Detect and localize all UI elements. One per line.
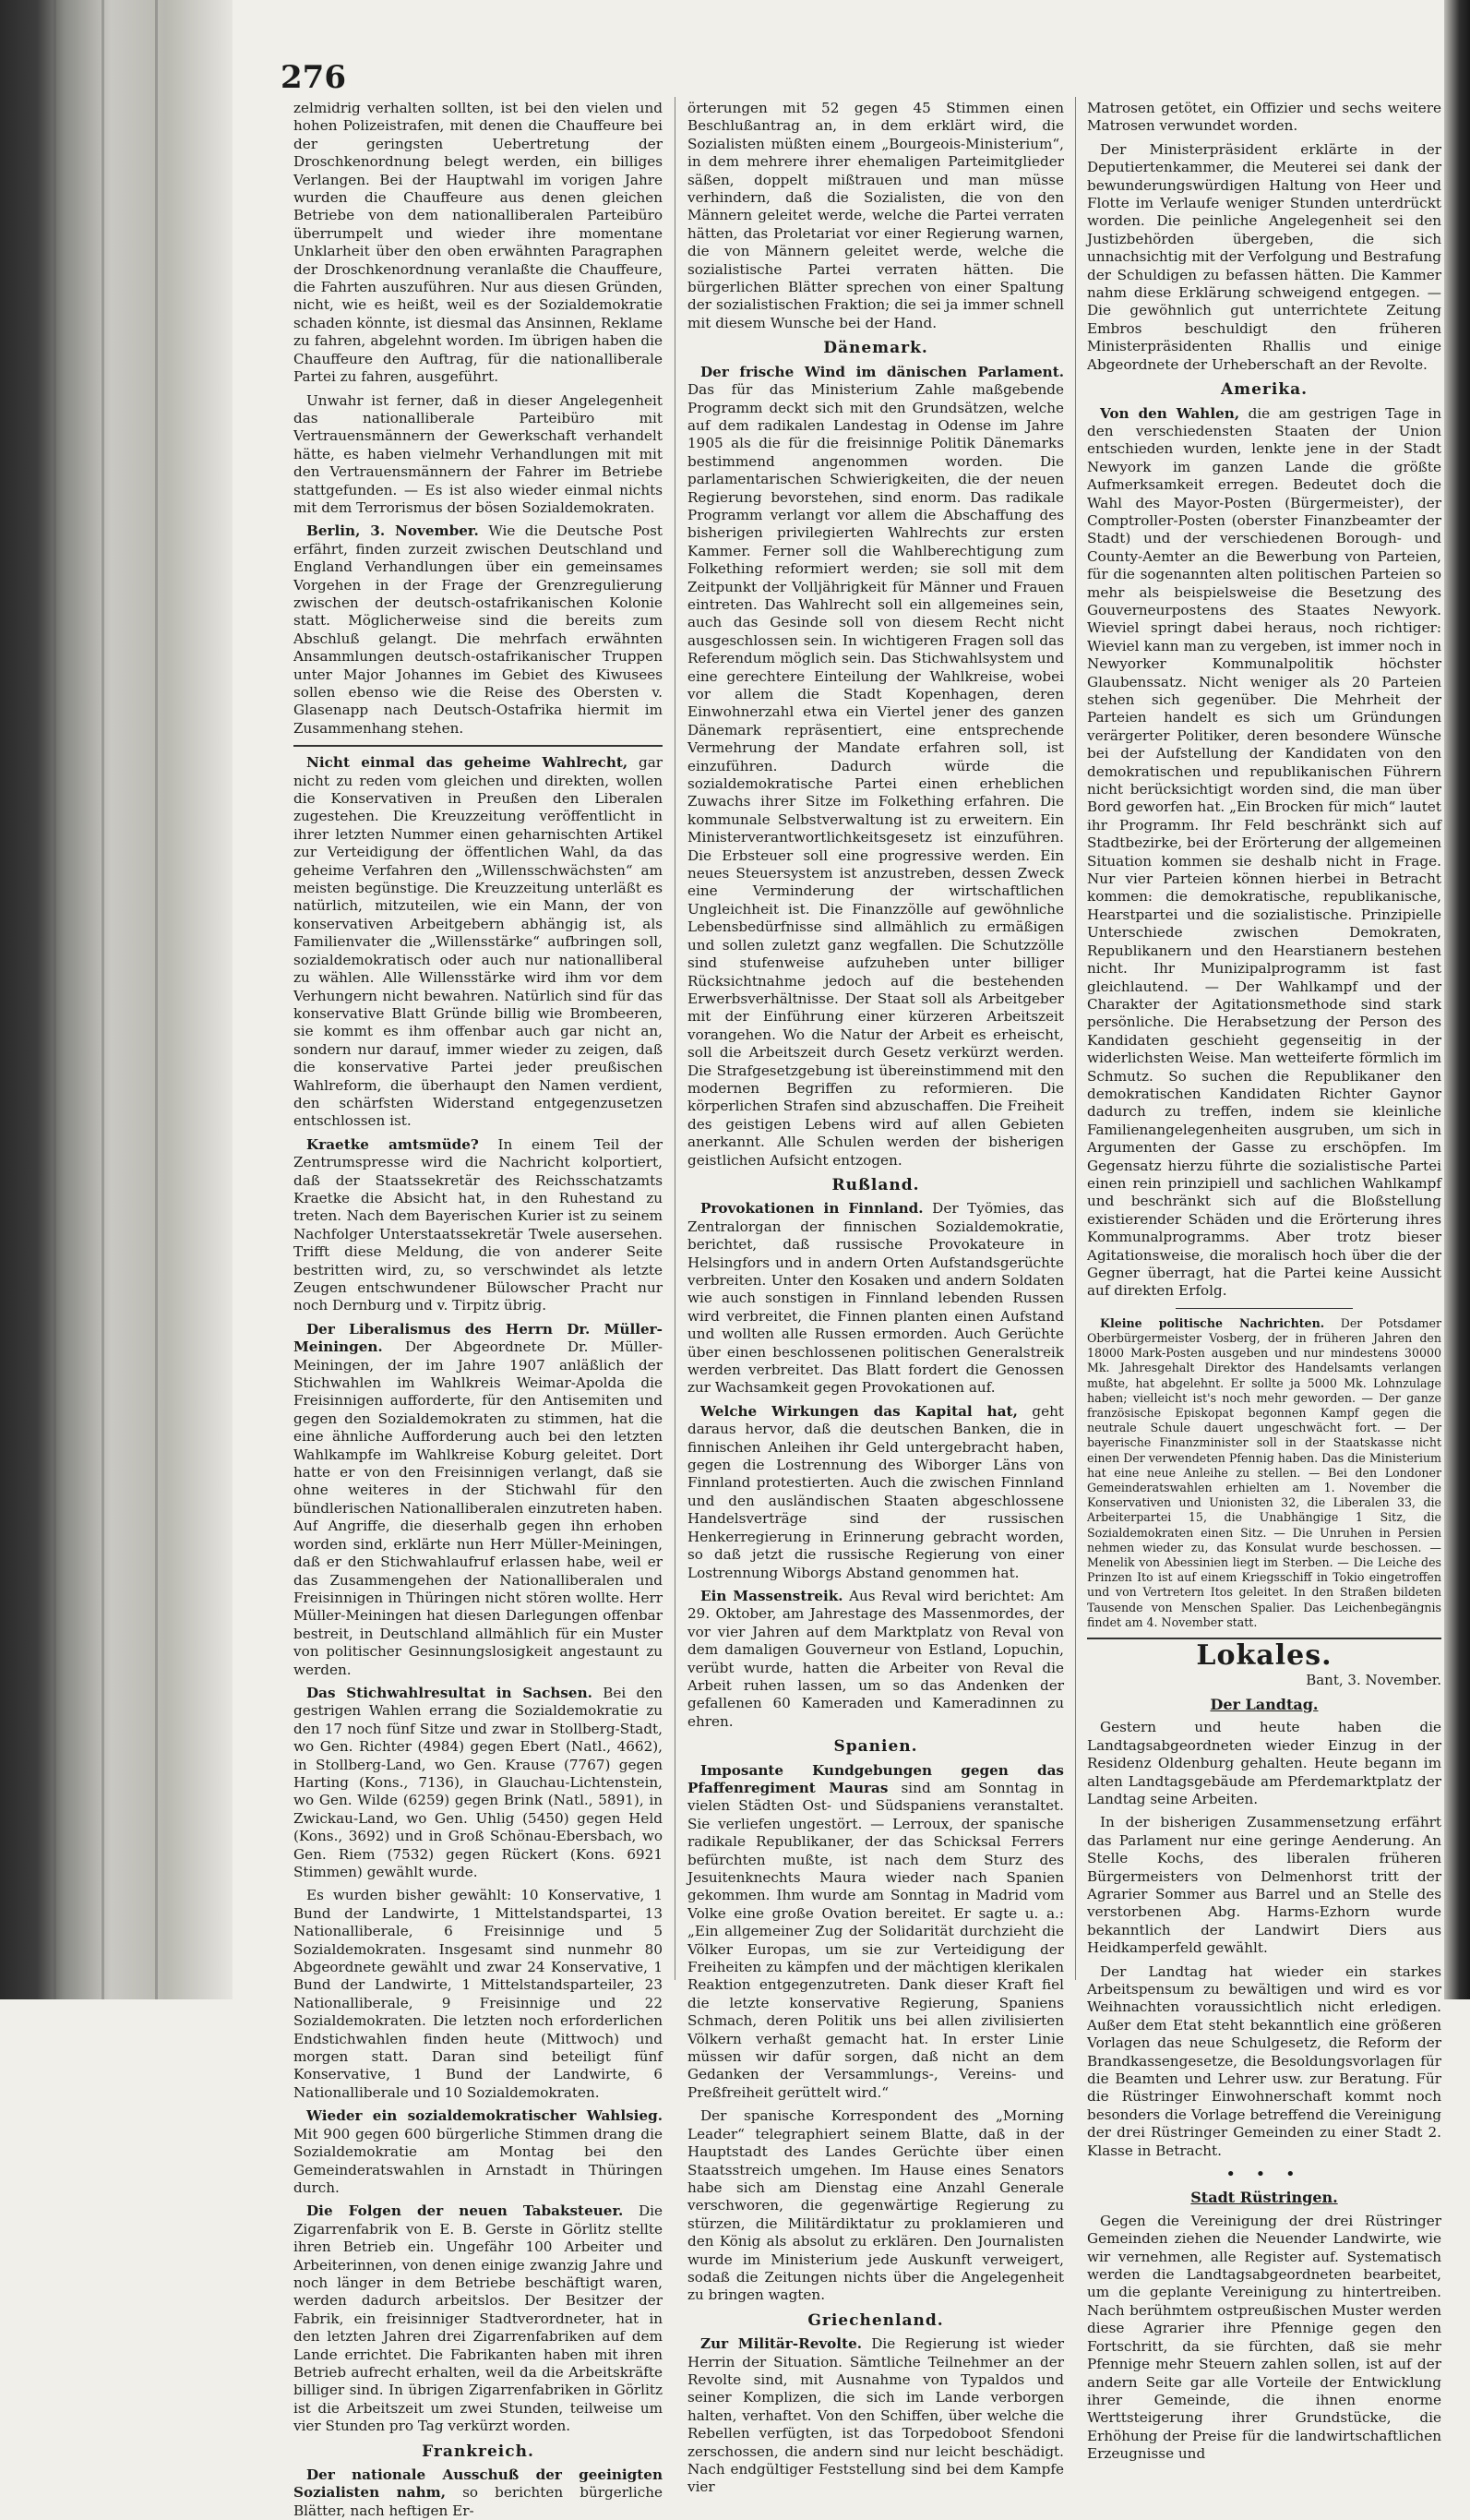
article [293, 2466, 663, 2520]
paragraph: zelmidrig verhalten sollten, ist bei den vielen und hohen Polizeistrafen, mit denen die Chauffeure bei der geringsten Uebertretung der Droschkenordnung belegt werden, ein billiges Verlangen. Bei der Hauptwahl im vorigen Jahre wurden die Chauffeure aus denen gleichen Betriebe von dem nationalliberalen Parteibüro überrumpelt und wieder ihre momentane Unklarheit über den oben erwähnten Paragraphen der Droschkenordnung veranlaßte die Chauffeure, die Fahrten auszuführen. Nur aus diesen Gründen, nicht, wie es heißt, weil es der Sozialdemokratie schaden könnte, ist diesmal das Ansinnen, Reklame zu fahren, abgelehnt worden. Im übrigen haben die Chauffeure den Auftrag, für die nationalliberale Partei zu fahren, ausgeführt. [293, 100, 663, 386]
subheading: Der Landtag. [1210, 1695, 1319, 1713]
section-heading: Griechenland. [807, 2310, 944, 2330]
section-heading: Dänemark. [823, 339, 928, 358]
article [687, 1403, 1064, 1582]
article [1087, 1316, 1441, 1630]
article [293, 1136, 663, 1315]
article-kicker: Das Stichwahlresultat in Sachsen. [306, 1684, 592, 1701]
article [687, 1588, 1064, 1731]
article [687, 1762, 1064, 2103]
article-kicker: Wieder ein sozialdemokratischer Wahlsieg. [306, 2107, 663, 2125]
article-text: Das für das Ministerium Zahle maßgebende Programm deckt sich mit den Grundsätzen, welche auf dem radikalen Landestag in Odense im Jahre 1905 als die für die freisinnige Politik Dänemarks bestimmend angenommen worden. Die parlamentarischen Schwierigkeiten, die der neuen Regierung bevorstehen, sind enorm. Das radikale Programm verlangt vor allem die Abschaffung des bisherigen privilegierten Wahlrechts zur ersten Kammer. Ferner soll die Wahlberechtigung zum Folkething reformiert werden; sie soll mit dem Zeitpunkt der Volljährigkeit für Männer und Frauen eintreten. Das Wahlrecht soll ein allgemeines sein, auch das Gesinde soll von diesem Recht nicht ausgeschlossen sein. In wichtigeren Fragen soll das Referendum möglich sein. Das Stichwahlsystem und eine gerechtere Einteilung der Wahlkreise, wobei vor allem die Stadt Kopenhagen, deren Einwohnerzahl etwa ein Viertel jener des ganzen Dänemark repräsentiert, eine entsprechende Vermehrung der Mandate erfahren soll, ist einzuführen. Dadurch würde die sozialdemokratische Partei einen erheblichen Zuwachs ihrer Sitze im Folkething erfahren. Die kommunale Selbstverwaltung ist zu erweitern. Ein Ministerverantwortlichkeitsgesetz ist einzuführen. Die Erbsteuer soll eine progressive werden. Ein neues Steuersystem ist anzustreben, dessen Zweck eine Verminderung der wirtschaftlichen Ungleichheit ist. Die Finanzzölle auf gewöhnliche Lebensbedürfnisse sind allmählich zu ermäßigen und sollen zuletzt ganz wegfallen. Die Schutzzölle sind stufenweise aufzuheben unter billiger Rücksichtnahme jedoch auf die bestehenden Erwerbsverhältnisse. Der Staat soll als Arbeitgeber mit der Einführung einer kürzeren Arbeitszeit vorangehen. Wo die Natur der Arbeit es erheischt, soll die Arbeitszeit durch Gesetz verkürzt werden. Die Strafgesetzgebung ist übereinstimmend mit den modernen Begriffen zu reformieren. Die körperlichen Strafen sind abzuschaffen. Die Freiheit des geistigen Lebens wird auf allen Gebieten anerkannt. Alle Schulen werden der bisherigen geistlichen Aufsicht entzogen. [687, 381, 1064, 1169]
page-number: 276 [281, 59, 346, 96]
article [293, 1321, 663, 1679]
article-kicker: Kraetke amtsmüde? [306, 1135, 479, 1153]
column-3 [1087, 100, 1442, 2463]
article-kicker: Die Folgen der neuen Tabaksteuer. [306, 2202, 624, 2220]
paragraph: Es wurden bisher gewählt: 10 Konservative, 1 Bund der Landwirte, 1 Mittelstandspartei, 13 Nationalliberale, 6 Freisinnige und 5 Sozialdemokraten. Insgesamt sind nunmehr 80 Abgeordnete gewählt und zwar 24 Konservative, 1 Bund der Landwirte, 1 Mittelstandsparteiler, 23 Nationalliberale, 9 Freisinnige und 22 Sozialdemokraten. Die letzten noch erforderlichen Endstichwahlen finden heute (Mittwoch) und morgen statt. Daran sind beteiligt fünf Konservative, 1 Bund der Landwirte, 6 Nationalliberale und 10 Sozialdemokraten. [293, 1887, 663, 2101]
article [293, 2202, 663, 2435]
section-heading: Rußland. [831, 1175, 920, 1194]
article [687, 1200, 1064, 1397]
article-text: die am gestrigen Tage in den verschiedensten Staaten der Union entschieden wurden, lenkte jene in der Stadt Newyork im ganzen Lande die größte Aufmerksamkeit erregen. Bedeutet doch die Wahl des Mayor-Posten (Bürgermeister), der Comptroller-Posten (oberster Finanzbeamter der Stadt) und der verschiedenen Borough- und County-Aemter an die Bewerbung von Parteien, für die sogenannten alten politischen Parteien so mehr als beispielsweise die Besetzung des Gouverneurpostens des Staates Newyork. Wieviel springt dabei heraus, noch richtiger: Wieviel kann man zu vergeben, ist immer noch in Newyorker Kommunalpolitik höchster Glaubenssatz. Nicht weniger als 20 Parteien stehen sich gegenüber. Die Mehrheit der Parteien handelt es sich um Gründungen verärgerter Politiker, deren besondere Wünsche bei der Aufstellung der Kandidaten von den demokratischen und republikanischen Führern nicht berücksichtigt worden sind, die man über Bord geworfen hat. „Ein Brocken für mich“ lautet ihr Programm. Ihr Feld beschränkt sich auf Stadtbezirke, bei der Erörterung der allgemeinen Situation kommen sie deshalb nicht in Frage. Nur vier Parteien können hierbei in Betracht kommen: die demokratische, republikanische, Hearstpartei und die sozialistische. Prinzipielle Unterschiede zwischen Demokraten, Republikanern und den Hearstianern bestehen nicht. Ihr Munizipalprogramm ist fast gleichlautend. — Der Wahlkampf und der Charakter der Agitationsmethode sind stark persönliche. Die Herabsetzung der Person des Kandidaten geschieht gegenseitig in der widerlichsten Weise. Man wetteiferte förmlich im Schmutz. So suchen die Republikaner den demokratischen Kandidaten Richter Gaynor dadurch zu treffen, indem sie kleinliche Familienangelegenheiten ausgruben, um sich in Argumenten der Gasse zu erschöpfen. Im Gegensatz hierzu führte die sozialistische Partei einen rein prinzipiell und sachlichen Wahlkampf und beschränkt sich auf die Bloßstellung existierender Schäden und die Erörterung ihres Kommunalprogramms. Aber trotz bieser Agitationsweise, die moralisch hoch über die der Gegner überragt, hat die Partei keine Aussicht auf direkten Erfolg. [1087, 404, 1442, 1300]
article-kicker: Nicht einmal das geheime Wahlrecht, [306, 754, 628, 772]
column-rule [1075, 97, 1076, 1980]
paragraph: Unwahr ist ferner, daß in dieser Angelegenheit das nationalliberale Parteibüro mit Vertrauensmännern der Gewerkschaft verhandelt hätte, es haben vielmehr Verhandlungen mit mit den Vertrauensmännern der Fahrer im Betriebe stattgefunden. — Es ist also wieder einmal nichts mit dem Terrorismus der bösen Sozialdemokraten. [293, 391, 663, 516]
article-kicker: Provokationen in Finnland. [700, 1200, 924, 1218]
article [687, 2335, 1064, 2497]
ornament-dots: • • • [1225, 2165, 1303, 2185]
article-text: Der Abgeordnete Dr. Müller-Meiningen, der im Jahre 1907 anläßlich der Stichwahlen im Wahlkreis Weimar-Apolda die Freisinnigen aufforderte, für den Antisemiten und gegen den Sozialdemokraten zu stimmen, hat die eine ähnliche Aufforderung auch bei den letzten Wahlkampfe im Wahlkreise Koburg geleitet. Dort hatte er von den Freisinnigen verlangt, daß sie ohne weiteres in der Stichwahl für den bündlerischen Nationalliberalen einzutreten haben. Auf Angriffe, die dieserhalb gegen ihn erhoben worden sind, erklärte nun Herr Müller-Meiningen, daß er den Stichwahlaufruf erlassen habe, weil er das Zusammengehen der Nationalliberalen und Freisinnigen in Thüringen nicht stören wollte. Herr Müller-Meiningen hat diesen Darlegungen offenbar bestreit, in Deutschland allmählich für ein Muster von politischer Gesinnungslosigkeit angestaunt zu werden. [293, 1338, 663, 1678]
article [687, 364, 1064, 1170]
article-kicker: Imposante Kundgebungen gegen das Pfaffenregiment Mauras [687, 1761, 1064, 1796]
subheading: Stadt Rüstringen. [1190, 2189, 1338, 2207]
article-text: Bei den gestrigen Wahlen errang die Sozialdemokratie zu den 17 noch fünf Sitze und zwar in Stollberg-Stadt, wo Gen. Richter (4984) gegen Ebert (Natl., 4662), in Stollberg-Land, wo Gen. Krause (7767) gegen Harting (Kons., 7136), in Glauchau-Lichtenstein, wo Gen. Wilde (6259) gegen Brink (Natl., 5891), in Zwickau-Land, wo Gen. Uhlig (5450) gegen Held (Kons., 3692) und in Groß Schönau-Ebersbach, wo Gen. Riem (7532) gegen Rückert (Kons. 6921 Stimmen) gewählt wurde. [293, 1684, 663, 1880]
article [1087, 405, 1441, 1301]
dateline: Bant, 3. November. [1306, 1672, 1441, 1689]
section-heading: Frankreich. [422, 2442, 534, 2461]
paragraph: Matrosen getötet, ein Offizier und sechs weitere Matrosen verwundet worden. [1087, 100, 1441, 135]
paragraph: örterungen mit 52 gegen 45 Stimmen einen Beschlußantrag an, in dem erklärt wird, die Sozialisten müßten einem „Bourgeois-Ministerium“, in dem mehrere ihrer ehemaligen Parteimitglieder säßen, doppelt mißtrauen und man müsse verhindern, daß die Sozialisten, die von den Männern geleitet werde, welche die Partei verraten hätten, das Proletariat vor einer Regierung warnen, die von Männern geleitet werde, welche die sozialistische Partei verraten hätten. Die bürgerlichen Blätter sprechen von einer Spaltung der sozialistischen Fraktion; die sei ja immer schnell mit diesem Wunsche bei der Hand. [687, 100, 1064, 331]
column-2 [687, 100, 1065, 2496]
article-text: Der Potsdamer Oberbürgermeister Vosberg, der in früheren Jahren den 18000 Mark-Posten ausgeben und nur mindestens 30000 Mk. Jahresgehalt Direktor des Handelsamts verlangen mußte, hat abgelehnt. Er sollte ja 5000 Mk. Lohnzulage haben; vielleicht ist's noch mehr geworden. — Der ganze französische Episkopat begonnen Kampf gegen die neutrale Schule dauert ungeschwächt fort. — Der bayerische Finanzminister soll in der Staatskasse nicht einen Der verwendeten Pfennig haben. Das die Ministerium hat eine neue Anleihe zu stellen. — Bei den Londoner Gemeinderatswahlen erhielten am 1. November die Konservativen und Unionisten 32, die Liberalen 33, die Arbeiterpartei 15, die Unabhängige 1 Sitz, die Sozialdemokraten einen Sitz. — Die Unruhen in Persien nehmen wieder zu, das Konsulat wurde beschossen. — Menelik von Abessinien liegt im Sterben. — Die Leiche des Prinzen Ito ist auf einem Kriegsschiff in Tokio eingetroffen und von Vertretern Itos geleitet. In den Straßen bildeten Tausende von Menschen Spalier. Das Leichenbegängnis findet am 4. November statt. [1087, 1315, 1441, 1629]
article-text: Die Zigarrenfabrik von E. B. Gerste in Görlitz stellte ihren Betrieb ein. Ungefähr 100 Arbeiter und Arbeiterinnen, von denen einige zwanzig Jahre und noch länger in dem Betriebe beschäftigt waren, werden dadurch arbeitslos. Der Besitzer der Fabrik, ein freisinniger Stadtverordneter, hat in den letzten Jahren drei Zigarrenfabriken auf dem Lande errichtet. Die Fabrikanten haben mit ihren Betrieb aufrecht erhalten, weil da die Arbeitskräfte billiger sind. In übrigen Zigarrenfabriken in Görlitz ist die Arbeitszeit um zwei Stunden, teilweise um vier Stunden pro Tag verkürzt worden. [293, 2202, 663, 2435]
article [293, 1685, 663, 1881]
article-kicker: Der nationale Ausschuß der geeinigten Sozialisten nahm, [293, 2466, 663, 2502]
column-1 [293, 100, 663, 2519]
divider [293, 745, 663, 747]
paragraph: Gegen die Vereinigung der drei Rüstringer Gemeinden ziehen die Neuender Landwirte, wie wir vernehmen, alle Register auf. Systematisch werden die Landtagsabgeordneten bearbeitet, um die geplante Vereinigung zu hintertreiben. Nach berühmtem ostpreußischen Muster werden diese Agrarier ihre Pfennige gegen den Fortschritt, da sie fürchten, daß sie mehr Pfennige mehr Steuern zahlen sollen, ist auf der andern Seite gar alle Vorteile der Entwicklung ihrer Gemeinde, die ihnen enorme Werttsteigerung ihrer Grundstücke, die Erhöhung der Preise für die landwirtschaftlichen Erzeugnisse und [1087, 2212, 1441, 2463]
article-text: Die Regierung ist wieder Herrin der Situation. Sämtliche Teilnehmer an der Revolte sind, mit Ausnahme von Typaldos und seiner Komplizen, die sich im Lande verborgen halten, verhaftet. Von den Schiffen, über welche die Rebellen verfügten, ist das Torpedoboot Sfendoni zerschossen, die andern sind nur leicht beschädigt. Nach endgültiger Feststellung sind bei dem Kampfe vier [687, 2335, 1064, 2496]
article-kicker: Der frische Wind im dänischen Parlament. [700, 363, 1064, 380]
article-kicker: Ein Massenstreik. [700, 1587, 843, 1604]
paragraph: Der Landtag hat wieder ein starkes Arbeitspensum zu bewältigen und wird es vor Weihnachten voraussichtlich nicht erledigen. Außer dem Etat steht bekanntlich eine größeren Vorlagen das neue Schulgesetz, die Reform der Brandkassengesetze, die Besoldungsvorlagen für die Beamten und Lehrer usw. zur Beratung. Für die Rüstringer Einwohnerschaft kommt noch besonders die Vorlage betreffend die Vereinigung der drei Rüstringer Gemeinden zu einer Stadt 2. Klasse in Betracht. [1087, 1962, 1441, 2159]
book-binding-edge [0, 0, 233, 1999]
article [293, 522, 663, 738]
section-heading: Spanien. [833, 1737, 918, 1757]
article-kicker: Zur Militär-Revolte. [700, 2335, 863, 2353]
article-kicker: Berlin, 3. November. [306, 522, 479, 540]
article-text: Wie die Deutsche Post erfährt, finden zurzeit zwischen Deutschland und England Verhandlungen über ein gemeinsames Vorgehen in der Frage der Grenzregulierung zwischen der deutsch-ostafrikanischen Kolonie statt. Möglicherweise sind die bereits zum Abschluß gelangt. Die mehrfach erwähnten Ansammlungen deutsch-ostafrikanischer Truppen unter Major Johannes im Gebiet des Kiwusees sollen ebenso wie die Reise des Obersten v. Glasenapp nach Deutsch-Ostafrika hiermit im Zusammenhang stehen. [293, 522, 663, 737]
article-text: geht daraus hervor, daß die deutschen Banken, die in finnischen Anleihen ihr Geld untergebracht haben, gegen die Lostrennung des Wiborger Läns von Finnland protestierten. Auch die zwischen Finnland und den ausländischen Staaten abgeschlossene Handelsverträge sind der russischen Henkerregierung in Erinnerung gebracht worden, so daß jetzt die russische Regierung von einer Lostrennung Wiborgs Abstand genommen hat. [687, 1402, 1064, 1581]
divider [1176, 1308, 1353, 1309]
article-text: so berichten bürgerliche Blätter, nach heftigen Er- [293, 2484, 663, 2519]
article-text: Mit 900 gegen 600 bürgerliche Stimmen drang die Sozialdemokratie am Montag bei den Gemeinderatswahlen in Arnstadt in Thüringen durch. [293, 2125, 663, 2196]
article-text: sind am Sonntag in vielen Städten Ost- und Südspaniens veranstaltet. Sie verliefen ungestört. — Lerroux, der spanische radikale Republikaner, der das Schicksal Ferrers befürchten mußte, ist nach dem Sturz des Jesuitenknechts Maura wieder nach Spanien gekommen. Ihm wurde am Sonntag in Madrid vom Volke eine große Ovation bereitet. Er sagte u. a.: „Ein allgemeiner Zug der Solidarität durchzieht die Völker Europas, um sie zur Verteidigung der Freiheiten zu kämpfen und der mächtigen klerikalen Reaktion entgegenzutreten. Dank dieser Kraft fiel die letzte konservative Regierung, Spaniens Schmach, deren Politik uns bei allen zivilisierten Völkern verhaßt gemacht hat. In erster Linie müssen wir dafür sorgen, daß nicht an dem Gedanken der Versammlungs-, Vereins- und Preßfreiheit gerüttelt wird.“ [687, 1779, 1064, 2101]
article-kicker: Kleine politische Nachrichten. [1100, 1315, 1325, 1330]
article-kicker: Von den Wahlen, [1100, 404, 1240, 422]
paragraph: Gestern und heute haben die Landtagsabgeordneten wieder Einzug in der Residenz Oldenburg gehalten. Heute begann im alten Landtagsgebäude am Pferdemarktplatz der Landtag seine Arbeiten. [1087, 1719, 1441, 1807]
article-kicker: Der Liberalismus des Herrn Dr. Müller-Meiningen. [293, 1320, 663, 1356]
article-text: gar nicht zu reden vom gleichen und direkten, wollen die Konservativen in Preußen den Liberalen zugestehen. Die Kreuzzeitung veröffentlicht in ihrer letzten Nummer einen geharnischten Artikel zur Verteidigung der öffentlichen Wahl, da das geheime Verfahren den „Willensschwächsten“ am meisten begünstige. Die Kreuzzeitung unterläßt es natürlich, mitzuteilen, wie ein Mann, der von konservativen Arbeitgebern abhängig ist, als Familienvater die „Willensstärke“ aufbringen soll, sozialdemokratisch oder auch nur nationalliberal zu wählen. Alle Willensstärke wird ihm vor dem Verhungern nicht bewahren. Natürlich sind für das konservative Blatt Gründe billig wie Brombeeren, sie kommt es ihm offenbar auch gar nicht an, sondern nur darauf, immer wieder zu zeigen, daß die konservative Partei jeder preußischen Wahlreform, die überhaupt den Namen verdient, den schärfsten Widerstand entgegenzusetzen entschlossen ist. [293, 754, 663, 1130]
article-text: Aus Reval wird berichtet: Am 29. Oktober, am Jahrestage des Massenmordes, der vor vier Jahren auf dem Marktplatz von Reval von dem damaligen Gouverneur von Estland, Lopuchin, verübt wurde, hatten die Arbeiter von Reval die Arbeit ruhen lassen, um so das Andenken der gefallenen 60 Kameraden und Kameradinnen zu ehren. [687, 1587, 1065, 1730]
section-title-lokales: Lokales. [1196, 1639, 1333, 1673]
paragraph: In der bisherigen Zusammensetzung erfährt das Parlament nur eine geringe Aenderung. An Stelle Kochs, des liberalen früheren Bürgermeisters von Delmenhorst tritt der Agrarier Sommer aus Barrel und an Stelle des verstorbenen Abg. Harms-Ezhorn wurde bekanntlich der Landwirt Diers aus Heidkamperfeld gewählt. [1087, 1814, 1441, 1957]
page-right-edge [1444, 0, 1470, 1999]
paragraph: Der Ministerpräsident erklärte in der Deputiertenkammer, die Meuterei sei dank der bewunderungswürdigen Haltung von Heer und Flotte im Verlaufe weniger Stunden unterdrückt worden. Die peinliche Angelegenheit sei den Justizbehörden übergeben, die sich unnachsichtig mit der Verfolgung und Bestrafung der Schuldigen zu befassen hätten. Die Kammer nahm diese Erklärung schweigend entgegen. — Die gewöhnlich gut unterrichtete Zeitung Embros beschuldigt den früheren Ministerpräsidenten Rhallis und einige Abgeordnete der Urheberschaft an der Revolte. [1087, 140, 1441, 373]
paragraph: Der spanische Korrespondent des „Morning Leader“ telegraphiert seinem Blatte, daß in der Hauptstadt des Landes Gerüchte über einen Staatsstreich umgehen. Im Hause eines Senators habe sich am Dienstag eine Anzahl Generale verschworen, die gegenwärtige Regierung zu stürzen, die Militärdiktatur zu proklamieren und den König als absolut zu erklären. Den Journalisten wurde im Ministerium jede Auskunft verweigert, sodaß die Zeitungen nichts über die Angelegenheit zu bringen wagten. [687, 2107, 1064, 2304]
article-text: Der Työmies, das Zentralorgan der finnischen Sozialdemokratie, berichtet, daß russische Provokateure in Helsingfors und in andern Orten Aufstandsgerüchte verbreiten. Unter den Kosaken und andern Soldaten wie auch sonstigen in Finnland lebenden Russen wird verbreitet, die Finnen planten einen Aufstand und wollten alle Russen ermorden. Auch Gerüchte über einen beschlossenen politischen Generalstreik werden verbreitet. Das Blatt fordert die Genossen zur Wachsamkeit gegen Provokationen auf. [687, 1200, 1064, 1397]
section-heading: Amerika. [1220, 380, 1309, 400]
article [293, 2107, 663, 2197]
article-kicker: Welche Wirkungen das Kapital hat, [700, 1402, 1018, 1420]
article [293, 754, 663, 1131]
article-text: In einem Teil der Zentrumspresse wird die Nachricht kolportiert, daß der Staatssekretär des Reichsschatzamts Kraetke die Absicht hat, in den Ruhestand zu treten. Nach dem Bayerischen Kurier ist zu seinem Nachfolger Unterstaatssekretär Twele ausersehen. Trifft diese Meldung, die von anderer Seite bestritten wird, zu, so verschwindet als letzte Zeugen entschwundener Bülowscher Pracht nur noch Dernburg und v. Tirpitz übrig. [293, 1135, 663, 1314]
